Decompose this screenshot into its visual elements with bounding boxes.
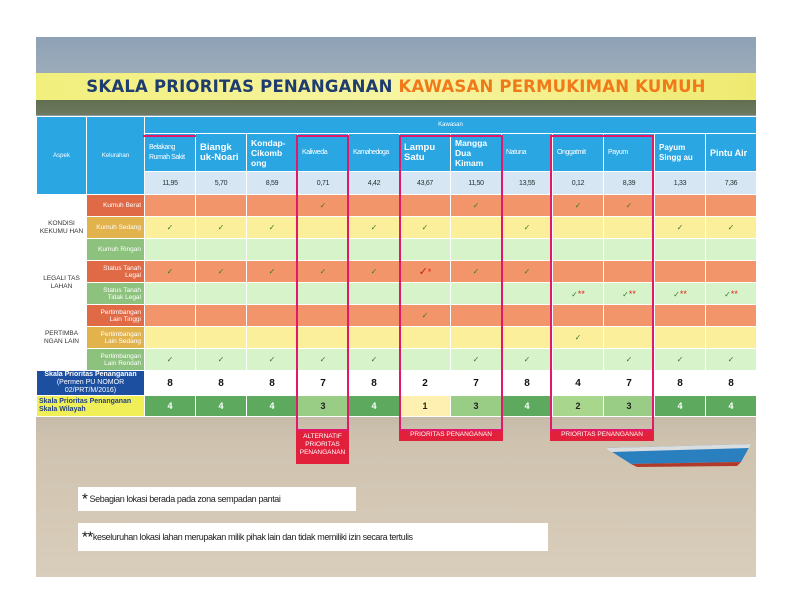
check-mark: ✓ xyxy=(418,266,428,278)
check-mark: ✓ xyxy=(622,289,629,299)
skala-value: 2 xyxy=(400,371,451,396)
check-mark: ✓ xyxy=(247,217,298,239)
check-mark: ✓ xyxy=(451,349,502,371)
priority-table xyxy=(36,116,756,417)
check-mark: ✓ xyxy=(349,349,400,371)
area-name: Kondap-Cikomb ong xyxy=(247,134,298,172)
area-name: Payum Singg au xyxy=(655,134,706,172)
skala-value: 8 xyxy=(247,371,298,396)
check-mark: ✓ xyxy=(571,289,578,299)
check-mark: ✓ xyxy=(298,349,349,371)
area-value: 43,67 xyxy=(400,172,451,195)
double-star-mark: ** xyxy=(730,288,738,299)
area-value: 1,33 xyxy=(655,172,706,195)
check-mark: ✓ xyxy=(553,195,604,217)
area-name: Mangga Dua Kimam xyxy=(451,134,502,172)
skala-value: 8 xyxy=(706,371,757,396)
row-label-status-legal: Status Tanah Legal xyxy=(87,261,145,283)
boat-photo xyxy=(601,442,756,468)
skala-value: 7 xyxy=(604,371,655,396)
note-text: keseluruhan lokasi lahan merupakan milik pihak lain dan tidak memiliki izin secara tertulis xyxy=(92,532,413,542)
skala-value: 8 xyxy=(502,371,553,396)
skala-value: 8 xyxy=(145,371,196,396)
double-star-mark: ** xyxy=(679,288,687,299)
check-mark: ✓ xyxy=(349,261,400,283)
check-mark: ✓ xyxy=(349,217,400,239)
row-label-kumuh-sedang: Kumuh Sedang xyxy=(87,217,145,239)
wilayah-value: 4 xyxy=(247,396,298,417)
badge-alternatif: ALTERNATIF PRIORITAS PENANGANAN xyxy=(296,431,349,464)
wilayah-value: 2 xyxy=(553,396,604,417)
wilayah-value: 4 xyxy=(655,396,706,417)
check-mark: ✓ xyxy=(145,217,196,239)
row-label-kumuh-berat: Kumuh Berat xyxy=(87,195,145,217)
note-asterisk: * xyxy=(82,490,88,508)
check-mark: ✓ xyxy=(451,195,502,217)
check-mark: ✓ xyxy=(502,261,553,283)
skala-sub: (Permen PU NOMOR 02/PRT/M/2016) xyxy=(56,379,125,394)
skala-value: 8 xyxy=(349,371,400,396)
check-mark: ✓ xyxy=(655,217,706,239)
area-value: 0,12 xyxy=(553,172,604,195)
check-mark: ✓ xyxy=(247,349,298,371)
area-value: 8,39 xyxy=(604,172,655,195)
area-name: Onggatmit xyxy=(553,134,604,172)
check-mark-double-star xyxy=(553,283,604,305)
check-mark: ✓ xyxy=(706,349,757,371)
check-mark: ✓ xyxy=(400,217,451,239)
area-name: Lampu Satu xyxy=(400,134,451,172)
wilayah-label: Skala Prioritas Penanganan Skala Wilayah xyxy=(37,396,145,417)
double-star-mark: ** xyxy=(628,288,636,299)
area-name: Biangk uk-Noari xyxy=(196,134,247,172)
wilayah-value: 3 xyxy=(298,396,349,417)
kawasan-header: Kawasan xyxy=(145,117,757,134)
note-sempadan xyxy=(78,487,356,511)
skala-label xyxy=(37,371,145,396)
badge-prioritas-1: PRIORITAS PENANGANAN xyxy=(399,431,503,441)
badge-prioritas-2: PRIORITAS PENANGANAN xyxy=(550,431,654,441)
check-mark: ✓ xyxy=(604,195,655,217)
skala-value: 7 xyxy=(451,371,502,396)
row-label-pert-tinggi: Pertimbangan Lain Tinggi xyxy=(87,305,145,327)
row-label-pert-sedang: Pertimbangan Lain Sedang xyxy=(87,327,145,349)
check-mark: ✓ xyxy=(247,261,298,283)
check-mark: ✓ xyxy=(502,217,553,239)
area-value: 5,70 xyxy=(196,172,247,195)
aspect-pertimbangan: PERTIMBA NGAN LAIN xyxy=(37,305,87,371)
row-label-status-tidak-legal: Status Tanah Tidak Legal xyxy=(87,283,145,305)
area-name: Belakang Rumah Sakit xyxy=(145,134,196,172)
wilayah-value: 4 xyxy=(502,396,553,417)
area-value: 11,95 xyxy=(145,172,196,195)
star-mark: * xyxy=(427,267,432,277)
note-text: Sebagian lokasi berada pada zona sempadan pantai xyxy=(89,494,281,504)
check-mark-starred xyxy=(400,261,451,283)
skala-value: 4 xyxy=(553,371,604,396)
title-accent: KAWASAN PERMUKIMAN KUMUH xyxy=(398,77,706,96)
aspect-kondisi: KONDISI KEKUMU HAN xyxy=(37,195,87,261)
check-mark: ✓ xyxy=(553,327,604,349)
area-name: Natuna xyxy=(502,134,553,172)
check-mark: ✓ xyxy=(502,349,553,371)
area-name: Kamahedoga xyxy=(349,134,400,172)
check-mark: ✓ xyxy=(196,349,247,371)
check-mark: ✓ xyxy=(724,289,731,299)
area-value: 13,55 xyxy=(502,172,553,195)
check-mark: ✓ xyxy=(145,261,196,283)
area-value: 8,59 xyxy=(247,172,298,195)
area-value: 4,42 xyxy=(349,172,400,195)
wilayah-value: 3 xyxy=(604,396,655,417)
wilayah-value: 4 xyxy=(145,396,196,417)
check-mark: ✓ xyxy=(196,261,247,283)
check-mark: ✓ xyxy=(196,217,247,239)
aspect-legalitas: LEGALI TAS LAHAN xyxy=(37,261,87,305)
aspek-header: Aspek xyxy=(37,117,87,195)
wilayah-value: 4 xyxy=(196,396,247,417)
check-mark: ✓ xyxy=(400,305,451,327)
check-mark-double-star xyxy=(604,283,655,305)
area-name: Pintu Air xyxy=(706,134,757,172)
check-mark: ✓ xyxy=(298,261,349,283)
check-mark: ✓ xyxy=(655,349,706,371)
check-mark: ✓ xyxy=(145,349,196,371)
area-value: 7,36 xyxy=(706,172,757,195)
note-asterisks: ** xyxy=(82,528,93,546)
slide xyxy=(36,37,756,577)
skala-value: 7 xyxy=(298,371,349,396)
area-value: 0,71 xyxy=(298,172,349,195)
check-mark-double-star xyxy=(655,283,706,305)
check-mark: ✓ xyxy=(298,195,349,217)
double-star-mark: ** xyxy=(577,288,585,299)
skala-value: 8 xyxy=(196,371,247,396)
wilayah-value: 4 xyxy=(706,396,757,417)
skala-title: Skala Prioritas Penanganan xyxy=(44,371,137,378)
wilayah-value: 4 xyxy=(349,396,400,417)
row-label-pert-rendah: Pertimbangan Lain Rendah xyxy=(87,349,145,371)
check-mark-double-star xyxy=(706,283,757,305)
title-main: SKALA PRIORITAS PENANGANAN xyxy=(86,77,399,96)
note-izin xyxy=(78,523,548,551)
wilayah-value: 3 xyxy=(451,396,502,417)
kelurahan-header: Kelurahan xyxy=(87,117,145,195)
area-name: Payum xyxy=(604,134,655,172)
area-value: 11,50 xyxy=(451,172,502,195)
area-name: Kaliweda xyxy=(298,134,349,172)
check-mark: ✓ xyxy=(451,261,502,283)
check-mark: ✓ xyxy=(604,349,655,371)
slide-title xyxy=(36,73,756,100)
wilayah-value: 1 xyxy=(400,396,451,417)
check-mark: ✓ xyxy=(706,217,757,239)
check-mark: ✓ xyxy=(673,289,680,299)
skala-value: 8 xyxy=(655,371,706,396)
row-label-kumuh-ringan: Kumuh Ringan xyxy=(87,239,145,261)
